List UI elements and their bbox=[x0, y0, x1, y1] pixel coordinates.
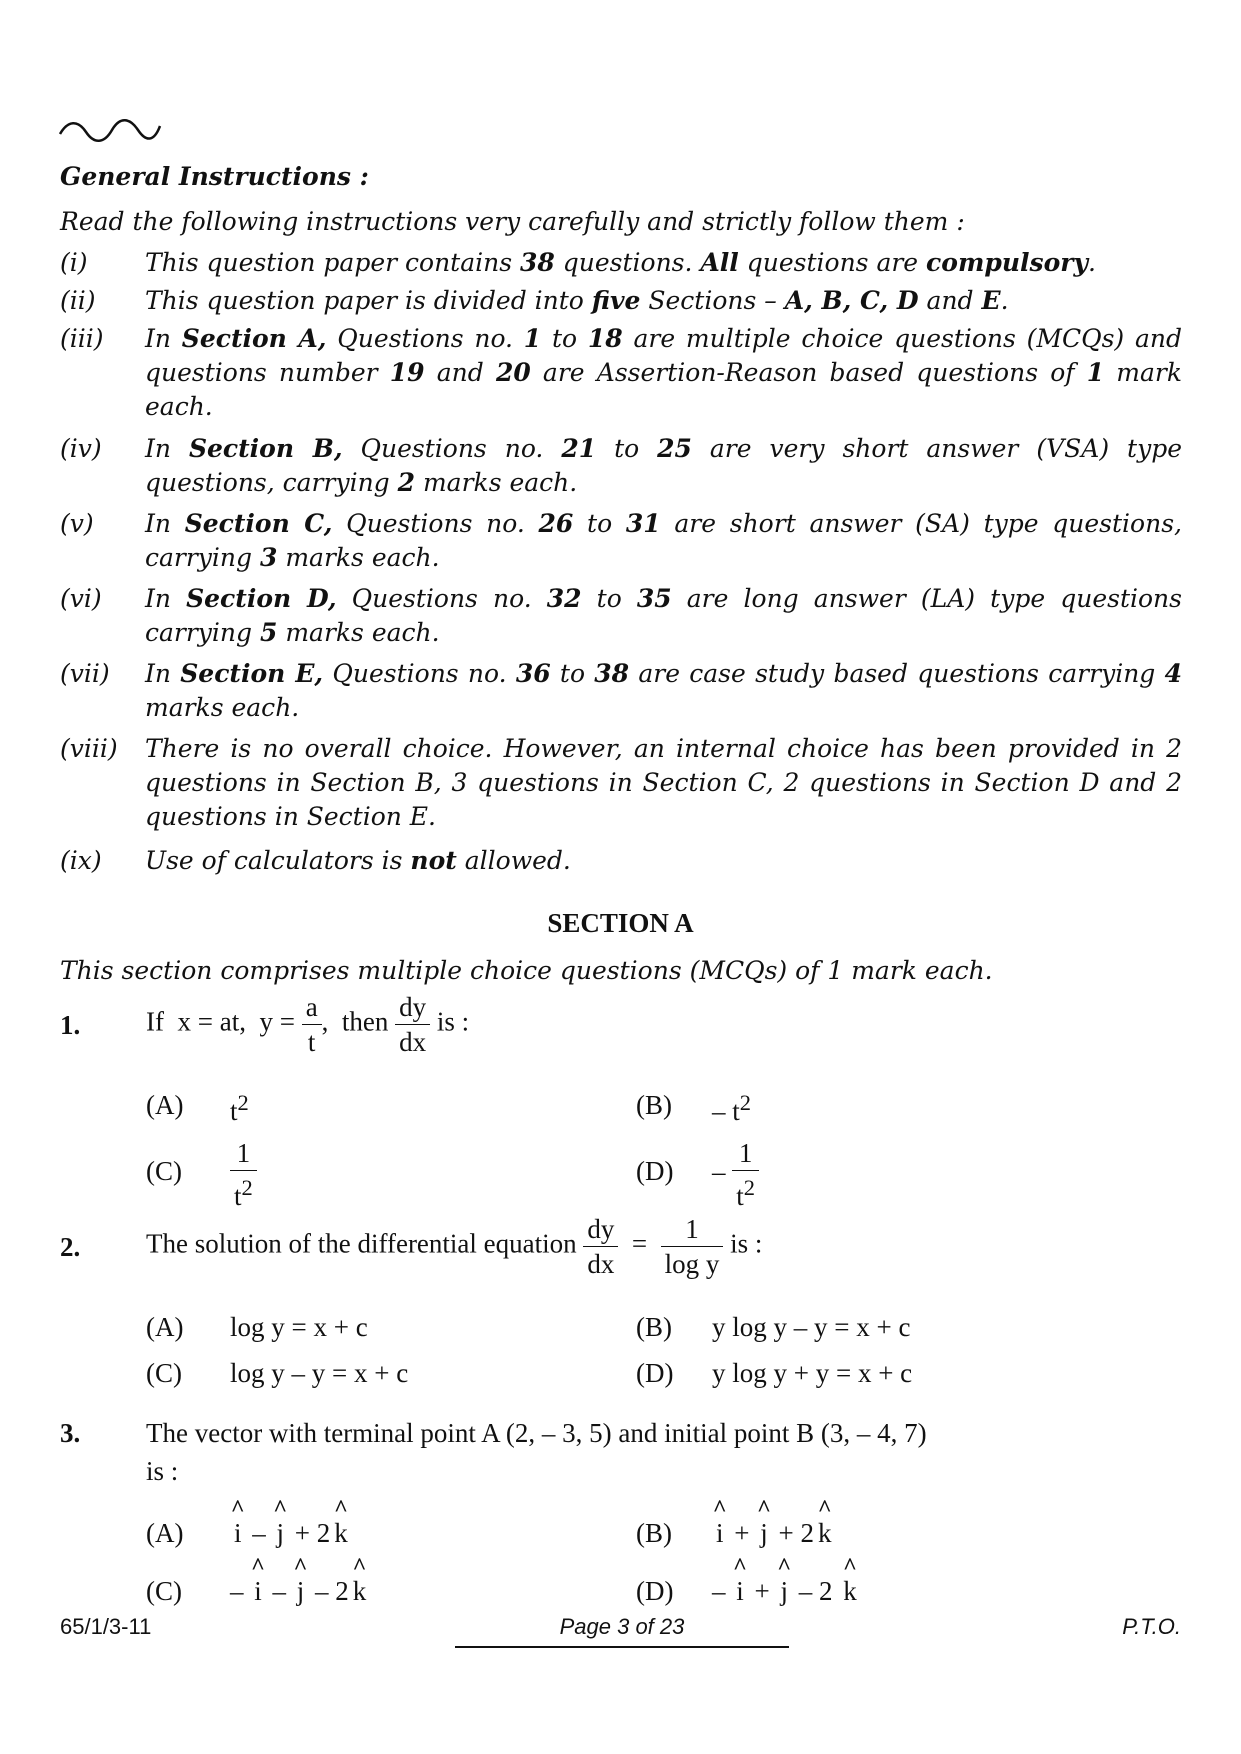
option-value bbox=[712, 1090, 751, 1127]
option-value bbox=[230, 1518, 352, 1549]
unit-vector-i: ^ i bbox=[732, 1576, 748, 1607]
q2-derivative bbox=[583, 1212, 618, 1281]
question-2-text bbox=[146, 1212, 762, 1281]
text-run: This question paper is divided into bbox=[145, 286, 592, 315]
q2-tail: is : bbox=[730, 1228, 763, 1259]
instruction-number: (iii) bbox=[60, 324, 104, 353]
text-run: . bbox=[1088, 248, 1096, 277]
text-run: and bbox=[918, 286, 982, 315]
bold-text: Section C, bbox=[184, 509, 333, 538]
option-label: (D) bbox=[636, 1576, 674, 1606]
unit-vector-k: ^ k bbox=[349, 1576, 371, 1607]
base: – t bbox=[712, 1096, 740, 1126]
text-run: to bbox=[581, 584, 637, 613]
fraction-numerator: dy bbox=[399, 992, 427, 1022]
fraction-numerator: 1 bbox=[236, 1138, 251, 1168]
option-label: (C) bbox=[146, 1358, 182, 1388]
bold-text: 1 bbox=[1086, 358, 1105, 387]
section-a-title: SECTION A bbox=[547, 908, 694, 938]
wavy-line-icon bbox=[58, 116, 162, 146]
base: t bbox=[736, 1181, 744, 1211]
operator: + 2 bbox=[294, 1518, 331, 1548]
q1-comma: , bbox=[321, 1006, 329, 1037]
option-value: log y – y = x + c bbox=[230, 1358, 409, 1388]
instruction-number: (vii) bbox=[60, 659, 110, 688]
question-3-number: 3. bbox=[60, 1418, 81, 1448]
text-run: In bbox=[145, 584, 187, 613]
unit-vector-k: ^ k bbox=[814, 1518, 836, 1549]
bold-text: 1 bbox=[523, 324, 542, 353]
bold-text: not bbox=[410, 846, 457, 875]
bold-text: A, B, C, D bbox=[784, 286, 919, 315]
minus-sign: – bbox=[712, 1156, 726, 1187]
text-run: to bbox=[596, 434, 658, 463]
text-run: are Assertion-Reason based questions of bbox=[530, 358, 1087, 387]
text-run: are short answer (SA) type questions, carrying bbox=[145, 509, 1182, 572]
text-run: There is no overall choice. However, an internal choice has been provided in 2 questions in Section B, 3 questions in Section C, 2 questions in Section D and 2 questions in Section E. bbox=[145, 734, 1182, 831]
instruction-number: (iv) bbox=[60, 434, 102, 463]
unit-vector-j: ^ j bbox=[777, 1576, 793, 1607]
text-run: marks each. bbox=[415, 468, 578, 497]
bold-text: 32 bbox=[546, 584, 582, 613]
instruction-text bbox=[145, 582, 1182, 650]
text-run: marks each. bbox=[277, 543, 440, 572]
question-2-number: 2. bbox=[60, 1232, 81, 1262]
q1-derivative bbox=[395, 990, 430, 1059]
option-label: (D) bbox=[636, 1358, 674, 1388]
bold-text: Section B, bbox=[188, 434, 343, 463]
general-instructions-intro: Read the following instructions very carefully and strictly follow them : bbox=[60, 207, 965, 236]
q1-y-equation: y = bbox=[259, 1006, 295, 1037]
instruction-number: (v) bbox=[60, 509, 94, 538]
option-label: (B) bbox=[636, 1518, 672, 1548]
text-run: questions are bbox=[738, 248, 927, 277]
operator: – bbox=[272, 1576, 287, 1606]
bold-text: 3 bbox=[259, 543, 278, 572]
option-label: (C) bbox=[146, 1156, 182, 1186]
option-label: (B) bbox=[636, 1090, 672, 1120]
operator: – bbox=[712, 1576, 726, 1606]
operator: – 2 bbox=[315, 1576, 349, 1606]
fraction-numerator: dy bbox=[587, 1214, 615, 1244]
please-turn-over: P.T.O. bbox=[1122, 1614, 1181, 1639]
option-label: (D) bbox=[636, 1156, 674, 1186]
text-run: Sections – bbox=[640, 286, 785, 315]
fraction-numerator: a bbox=[305, 992, 318, 1022]
instruction-number: (viii) bbox=[60, 734, 118, 763]
bold-text: 26 bbox=[538, 509, 574, 538]
fraction-denominator: dx bbox=[583, 1246, 618, 1281]
bold-text: Section E, bbox=[180, 659, 324, 688]
fraction-denominator bbox=[732, 1170, 759, 1213]
text-run: Questions no. bbox=[332, 509, 539, 538]
instruction-number: (i) bbox=[60, 248, 88, 277]
bold-text: 4 bbox=[1164, 659, 1182, 688]
bold-text: Section D, bbox=[186, 584, 337, 613]
exponent: 2 bbox=[241, 1175, 253, 1200]
text-run: questions. bbox=[554, 248, 701, 277]
q1-fraction-a-over-t bbox=[302, 990, 322, 1059]
option-label: (A) bbox=[146, 1312, 184, 1342]
q2-rhs bbox=[661, 1212, 724, 1281]
q1-x-equation: x = at, bbox=[177, 1006, 246, 1037]
text-run: This question paper contains bbox=[145, 248, 520, 277]
option-value: y log y + y = x + c bbox=[712, 1358, 913, 1388]
bold-text: 2 bbox=[397, 468, 416, 497]
operator: + 2 bbox=[778, 1518, 814, 1548]
instruction-text bbox=[145, 246, 1182, 280]
instruction-text bbox=[145, 432, 1182, 500]
fraction-denominator: t bbox=[302, 1024, 322, 1059]
text-run: . bbox=[1000, 286, 1009, 315]
unit-vector-k: ^ k bbox=[839, 1576, 861, 1607]
fraction bbox=[732, 1136, 759, 1213]
text-run: Questions no. bbox=[342, 434, 562, 463]
text-run: Questions no. bbox=[336, 584, 547, 613]
bold-text: All bbox=[700, 248, 739, 277]
text-run: are multiple choice questions (MCQs) and questions number bbox=[145, 324, 1182, 387]
operator: + bbox=[734, 1518, 750, 1548]
instruction-text bbox=[145, 732, 1182, 834]
text-run: to bbox=[573, 509, 626, 538]
text-run: are long answer (LA) type questions carrying bbox=[145, 584, 1182, 647]
text-run: Use of calculators is bbox=[145, 846, 411, 875]
operator: – 2 bbox=[798, 1576, 833, 1606]
bold-text: Section A, bbox=[181, 324, 327, 353]
unit-vector-j: ^ j bbox=[756, 1518, 772, 1549]
bold-text: 35 bbox=[636, 584, 672, 613]
exponent: 2 bbox=[743, 1175, 756, 1200]
operator: – bbox=[252, 1518, 266, 1548]
option-label: (C) bbox=[146, 1576, 182, 1606]
q1-tail: is : bbox=[436, 1006, 470, 1037]
q2-lead: The solution of the differential equation bbox=[146, 1228, 577, 1259]
bold-text: 21 bbox=[561, 434, 597, 463]
fraction-numerator: 1 bbox=[738, 1138, 753, 1168]
text-run: Questions no. bbox=[326, 324, 524, 353]
operator: + bbox=[754, 1576, 770, 1606]
bold-text: 5 bbox=[259, 618, 278, 647]
option-value bbox=[712, 1136, 759, 1213]
instruction-number: (ix) bbox=[60, 846, 102, 875]
text-run: to bbox=[550, 659, 595, 688]
base: t bbox=[234, 1181, 242, 1211]
option-label: (A) bbox=[146, 1090, 184, 1120]
section-a-description: This section comprises multiple choice questions (MCQs) of 1 mark each. bbox=[60, 956, 993, 985]
bold-text: 20 bbox=[495, 358, 531, 387]
text-run: are very short answer (VSA) type questions, carrying bbox=[145, 434, 1182, 497]
instruction-text bbox=[145, 322, 1182, 424]
text-run: In bbox=[145, 324, 182, 353]
q2-equals: = bbox=[631, 1228, 648, 1259]
page-number: Page 3 of 23 bbox=[455, 1614, 789, 1648]
exponent: 2 bbox=[237, 1090, 249, 1115]
option-value bbox=[712, 1576, 861, 1607]
text-run: are case study based questions carrying bbox=[629, 659, 1165, 688]
fraction-numerator: 1 bbox=[685, 1214, 699, 1244]
bold-text: 36 bbox=[515, 659, 551, 688]
option-value: log y = x + c bbox=[230, 1312, 368, 1342]
bold-text: 31 bbox=[625, 509, 661, 538]
unit-vector-i: ^ i bbox=[250, 1576, 266, 1607]
bold-text: compulsory bbox=[926, 248, 1088, 277]
question-3-line-2: is : bbox=[146, 1456, 179, 1486]
bold-text: 18 bbox=[587, 324, 623, 353]
fraction-denominator: dx bbox=[395, 1024, 430, 1059]
exponent: 2 bbox=[739, 1090, 752, 1115]
fraction bbox=[230, 1136, 257, 1213]
bold-text: 38 bbox=[594, 659, 630, 688]
option-label: (A) bbox=[146, 1518, 184, 1548]
question-1-number: 1. bbox=[60, 1010, 81, 1040]
text-run: Questions no. bbox=[323, 659, 516, 688]
paper-code: 65/1/3-11 bbox=[60, 1614, 152, 1639]
option-label: (B) bbox=[636, 1312, 672, 1342]
q1-if: If bbox=[146, 1006, 164, 1037]
text-run: to bbox=[541, 324, 588, 353]
instruction-text bbox=[145, 657, 1182, 725]
bold-text: E bbox=[981, 286, 1001, 315]
bold-text: 25 bbox=[657, 434, 692, 463]
text-run: marks each. bbox=[277, 618, 440, 647]
unit-vector-i: ^ i bbox=[230, 1518, 246, 1549]
question-1-text bbox=[146, 990, 469, 1059]
bold-text: five bbox=[591, 286, 641, 315]
instruction-text bbox=[145, 507, 1182, 575]
operator: – bbox=[230, 1576, 244, 1606]
text-run: marks each. bbox=[145, 693, 300, 722]
text-run: mark each. bbox=[145, 358, 1182, 421]
base: t bbox=[230, 1096, 238, 1126]
unit-vector-k: ^ k bbox=[330, 1518, 352, 1549]
text-run: In bbox=[145, 659, 181, 688]
option-value bbox=[230, 1136, 257, 1213]
instruction-text bbox=[145, 284, 1182, 318]
option-value bbox=[230, 1090, 249, 1127]
instruction-text bbox=[145, 844, 1182, 878]
bold-text: 38 bbox=[520, 248, 555, 277]
unit-vector-j: ^ j bbox=[273, 1518, 289, 1549]
instruction-number: (ii) bbox=[60, 286, 96, 315]
fraction-denominator: log y bbox=[661, 1246, 724, 1281]
option-value: y log y – y = x + c bbox=[712, 1312, 911, 1342]
unit-vector-j: ^ j bbox=[293, 1576, 309, 1607]
fraction-denominator bbox=[230, 1170, 257, 1213]
text-run: allowed. bbox=[456, 846, 571, 875]
unit-vector-i: ^ i bbox=[712, 1518, 728, 1549]
question-3-line-1: The vector with terminal point A (2, – 3, 5) and initial point B (3, – 4, 7) bbox=[146, 1418, 927, 1448]
bold-text: 19 bbox=[389, 358, 425, 387]
general-instructions-heading: General Instructions : bbox=[60, 162, 369, 191]
text-run: In bbox=[145, 434, 189, 463]
text-run: and bbox=[424, 358, 496, 387]
q1-then: then bbox=[341, 1006, 389, 1037]
option-value bbox=[230, 1576, 370, 1607]
option-value bbox=[712, 1518, 836, 1549]
text-run: In bbox=[145, 509, 185, 538]
instruction-number: (vi) bbox=[60, 584, 102, 613]
